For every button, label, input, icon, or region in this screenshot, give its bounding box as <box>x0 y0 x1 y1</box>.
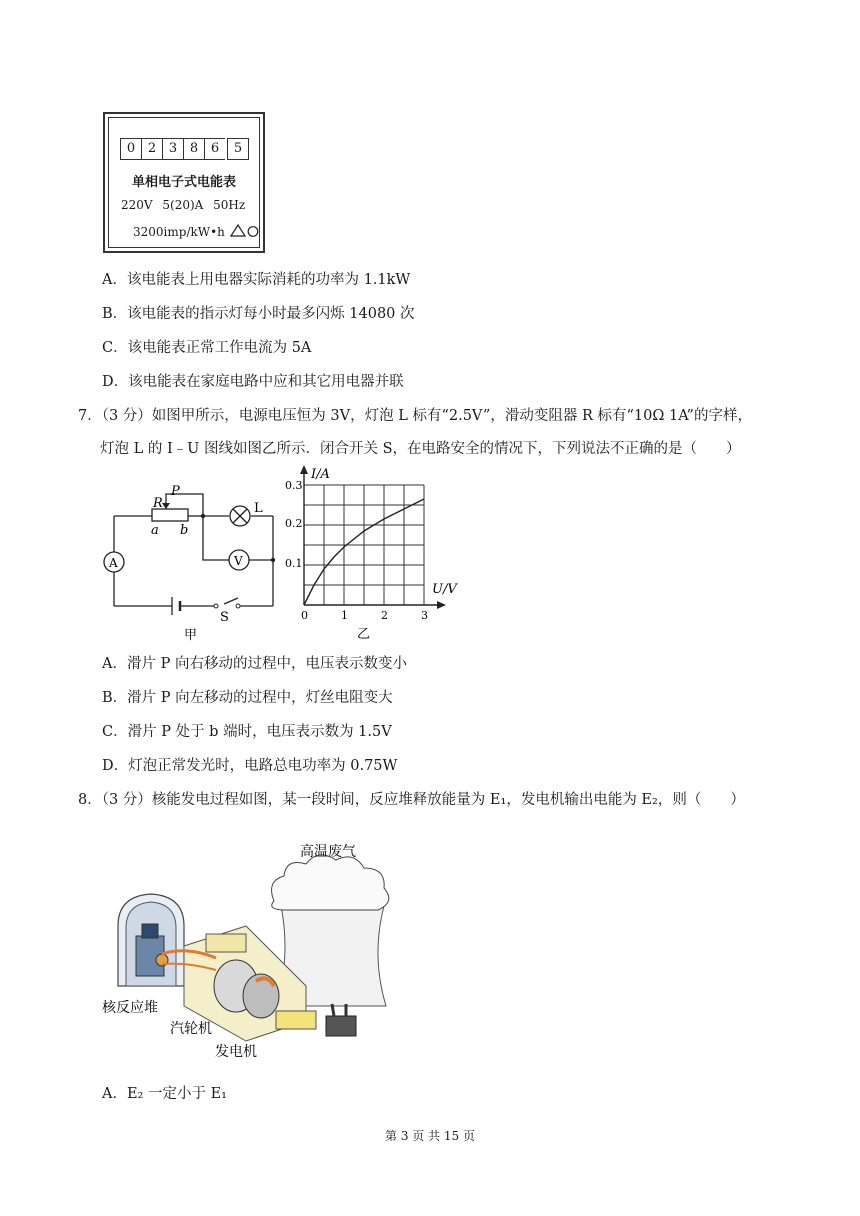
triangle-circle-icon <box>229 224 259 238</box>
exhaust-label: 高温废气 <box>300 844 356 860</box>
x-tick: 2 <box>381 609 388 622</box>
meter-specs: 220V 5(20)A 50Hz <box>121 198 246 212</box>
q7-option-a: A．滑片 P 向右移动的过程中，电压表示数变小 <box>102 656 407 672</box>
turbine-label: 汽轮机 <box>170 1021 212 1037</box>
page-footer: 第 3 页 共 15 页 <box>385 1129 475 1143</box>
q7-stem-line2: 灯泡 L 的 I﹣U 图线如图乙所示．闭合开关 S，在电路安全的情况下，下列说法不正确的是（ ） <box>100 441 741 457</box>
lamp-label: L <box>254 501 263 516</box>
q7-option-d: D．灯泡正常发光时，电路总电功率为 0.75W <box>102 758 398 774</box>
meter-title: 单相电子式电能表 <box>131 175 236 190</box>
q8-stem: 8．（3 分）核能发电过程如图，某一段时间，反应堆释放能量为 E₁，发电机输出电能为 E₂，则（ ） <box>78 792 745 808</box>
end-b-label: b <box>180 523 189 538</box>
q6-option-d: D．该电能表在家庭电路中应和其它用电器并联 <box>102 374 404 390</box>
circuit-caption: 甲 <box>184 628 198 643</box>
resistor-label: R <box>153 496 163 511</box>
meter-face <box>108 117 260 248</box>
y-axis-label: I/A <box>311 467 330 482</box>
meter-digit: 6 <box>204 138 225 160</box>
q6-option-b: B．该电能表的指示灯每小时最多闪烁 14080 次 <box>102 306 415 322</box>
generator-label: 发电机 <box>215 1044 257 1060</box>
meter-imp-text: 3200imp/kW•h <box>133 225 225 239</box>
reactor-label: 核反应堆 <box>102 1000 158 1016</box>
circuit-diagram <box>96 476 286 646</box>
ammeter-label: A <box>109 556 118 570</box>
voltmeter-label: V <box>234 554 243 568</box>
meter-digit: 3 <box>162 138 183 160</box>
y-tick: 0.2 <box>285 517 303 530</box>
q8-option-a: A．E₂ 一定小于 E₁ <box>102 1086 227 1102</box>
nuclear-plant-figure <box>96 836 396 1066</box>
y-tick: 0.1 <box>285 557 303 570</box>
x-tick: 0 <box>301 609 308 622</box>
x-tick: 3 <box>421 609 428 622</box>
slider-label: P <box>171 484 180 499</box>
meter-digit: 8 <box>183 138 204 160</box>
end-a-label: a <box>151 523 159 538</box>
meter-digit: 2 <box>141 138 162 160</box>
electric-meter-figure <box>103 112 265 253</box>
q6-option-c: C．该电能表正常工作电流为 5A <box>102 340 312 356</box>
meter-digit: 0 <box>120 138 141 160</box>
x-tick: 1 <box>341 609 348 622</box>
q7-option-b: B．滑片 P 向左移动的过程中，灯丝电阻变大 <box>102 690 393 706</box>
iu-graph <box>282 462 472 646</box>
q7-stem-line1: 7．（3 分）如图甲所示，电源电压恒为 3V，灯泡 L 标有“2.5V”，滑动变阻器 R 标有“10Ω 1A”的字样， <box>78 408 752 424</box>
graph-caption: 乙 <box>357 627 371 642</box>
meter-digit-decimal: 5 <box>227 138 249 160</box>
x-axis-label: U/V <box>432 582 457 597</box>
meter-imp <box>133 224 259 239</box>
switch-label: S <box>220 610 229 625</box>
q7-option-c: C．滑片 P 处于 b 端时，电压表示数为 1.5V <box>102 724 392 740</box>
y-tick: 0.3 <box>285 479 303 492</box>
q6-option-a: A．该电能表上用电器实际消耗的功率为 1.1kW <box>102 272 411 288</box>
meter-digits <box>120 138 249 160</box>
